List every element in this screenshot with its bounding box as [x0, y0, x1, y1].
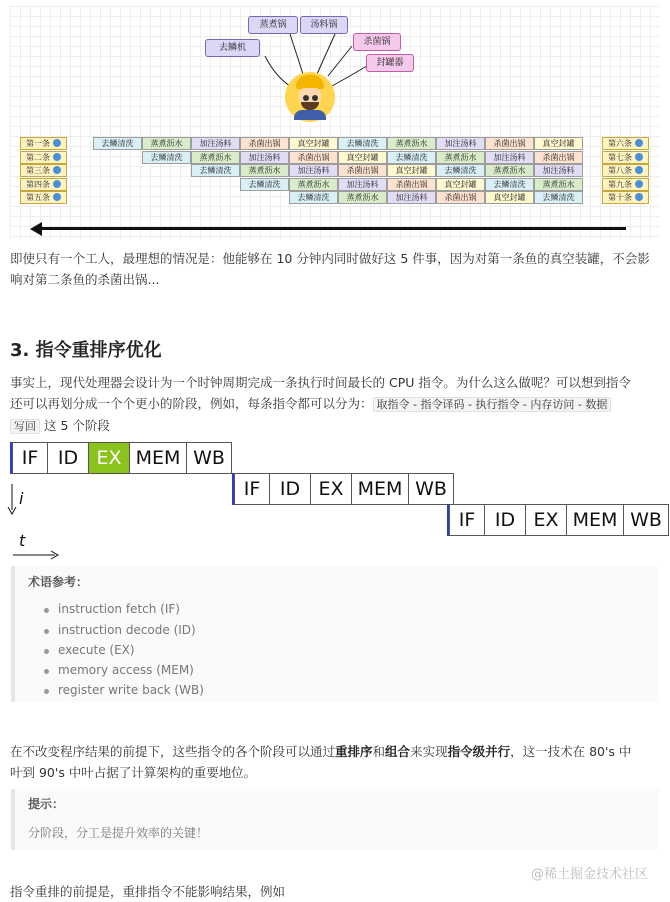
- axis-label-t: t: [19, 531, 26, 550]
- time-arrow-line: [38, 227, 626, 230]
- stage-code: 取指令 - 指令译码 - 执行指令 - 内存访问 - 数据: [373, 397, 612, 412]
- schedule-cell: 加注汤料: [289, 164, 338, 177]
- stage-id: ID: [484, 504, 526, 536]
- schedule-cell: 杀菌出锅: [534, 151, 583, 164]
- fish-icon: [53, 180, 61, 188]
- schedule-cell: 去鳞清洗: [534, 191, 583, 204]
- term-item: instruction fetch (IF): [58, 602, 180, 616]
- fish-label-right: 第六条: [602, 137, 649, 150]
- schedule-cell: 真空封罐: [289, 137, 338, 150]
- pipeline-intro-line2: 还可以再划分成一个个更小的阶段，例如，每条指令都可以分为： 取指令 - 指令译码 - 执行指令 - 内存访问 - 数据: [10, 393, 658, 415]
- fish-label-left: 第五条: [20, 191, 67, 204]
- stage-ex: EX: [525, 504, 567, 536]
- schedule-cell: 蒸煮沥水: [436, 151, 485, 164]
- stage-if: IF: [234, 473, 270, 505]
- schedule-cell: 去鳞清洗: [142, 151, 191, 164]
- stage-mem: MEM: [566, 504, 624, 536]
- paragraph-ideal-worker: 即使只有一个工人，最理想的情况是：他能够在 10 分钟内同时做好这 5 件事，因为对第一条鱼的真空装罐，不会影响对第二条鱼的杀菌出锅...: [10, 251, 650, 287]
- fish-icon: [635, 180, 643, 188]
- schedule-cell: 杀菌出锅: [387, 178, 436, 191]
- stage-ex: EX: [88, 442, 130, 474]
- schedule-cell: 真空封罐: [485, 191, 534, 204]
- schedule-cell: 杀菌出锅: [289, 151, 338, 164]
- schedule-cell: 加注汤料: [191, 137, 240, 150]
- stage-mem: MEM: [351, 473, 409, 505]
- stage-wb: WB: [186, 442, 232, 474]
- task-scaler: 去鳞机: [205, 39, 260, 57]
- fish-icon: [53, 153, 61, 161]
- fish-label-right: 第九条: [602, 178, 649, 191]
- fish-icon: [53, 166, 61, 174]
- time-arrow-head: [30, 222, 42, 236]
- schedule-cell: 蒸煮沥水: [387, 137, 436, 150]
- schedule-cell: 去鳞清洗: [387, 151, 436, 164]
- fish-label-left: 第四条: [20, 178, 67, 191]
- schedule-cell: 蒸煮沥水: [338, 191, 387, 204]
- pipeline-intro-line3: 写回 这 5 个阶段: [10, 415, 658, 437]
- schedule-cell: 杀菌出锅: [338, 164, 387, 177]
- section-heading: 3. 指令重排序优化: [10, 340, 162, 361]
- term-item: execute (EX): [58, 643, 135, 657]
- stage-ex: EX: [310, 473, 352, 505]
- schedule-cell: 去鳞清洗: [240, 178, 289, 191]
- fish-icon: [635, 166, 643, 174]
- schedule-cell: 去鳞清洗: [93, 137, 142, 150]
- schedule-cell: 加注汤料: [387, 191, 436, 204]
- fish-label-right: 第十条: [602, 191, 649, 204]
- schedule-cell: 去鳞清洗: [338, 137, 387, 150]
- schedule-cell: 加注汤料: [485, 151, 534, 164]
- stage-code-cont: 写回: [10, 419, 40, 434]
- task-sealer: 封罐器: [366, 54, 414, 72]
- stage-mem: MEM: [129, 442, 187, 474]
- schedule-cell: 杀菌出锅: [240, 137, 289, 150]
- fish-icon: [53, 193, 61, 201]
- axis-arrows: [5, 480, 65, 560]
- paragraph-reorder-premise: 指令重排的前提是，重排指令不能影响结果，例如: [10, 884, 286, 899]
- stage-wb: WB: [408, 473, 454, 505]
- schedule-cell: 真空封罐: [387, 164, 436, 177]
- task-sterilizer: 杀菌锅: [353, 33, 401, 51]
- schedule-cell: 加注汤料: [240, 151, 289, 164]
- fish-label-left: 第一条: [20, 137, 67, 150]
- schedule-cell: 蒸煮沥水: [191, 151, 240, 164]
- schedule-cell: 加注汤料: [338, 178, 387, 191]
- task-soup-pot: 汤料锅: [300, 16, 348, 34]
- term-item: register write back (WB): [58, 683, 204, 697]
- ilp-line1: 在不改变程序结果的前提下，这些指令的各个阶段可以通过重排序和组合来实现指令级并行，这一技术在 80's 中: [10, 744, 632, 759]
- tip-text: 分阶段，分工是提升效率的关键！: [28, 826, 209, 840]
- stage-if: IF: [12, 442, 48, 474]
- term-item: memory access (MEM): [58, 663, 194, 677]
- paragraph-ilp: [10, 741, 658, 783]
- stage-id: ID: [47, 442, 89, 474]
- schedule-cell: 去鳞清洗: [191, 164, 240, 177]
- fish-icon: [635, 139, 643, 147]
- fish-label-right: 第八条: [602, 164, 649, 177]
- pipeline-intro-line1: 事实上，现代处理器会设计为一个时钟周期完成一条执行时间最长的 CPU 指令。为什么这么做呢？可以想到指令: [10, 375, 631, 390]
- stage-wb: WB: [623, 504, 669, 536]
- terms-title: 术语参考：: [28, 575, 89, 589]
- schedule-cell: 蒸煮沥水: [142, 137, 191, 150]
- schedule-cell: 蒸煮沥水: [485, 164, 534, 177]
- task-steamer: 蒸煮锅: [248, 16, 298, 34]
- tip-title: 提示：: [28, 797, 65, 811]
- schedule-cell: 蒸煮沥水: [240, 164, 289, 177]
- fish-pipeline-figure: [10, 6, 660, 239]
- paragraph-pipeline-intro: [10, 372, 658, 437]
- schedule-cell: 蒸煮沥水: [534, 178, 583, 191]
- schedule-cell: 杀菌出锅: [485, 137, 534, 150]
- schedule-cell: 真空封罐: [436, 178, 485, 191]
- schedule-cell: 去鳞清洗: [289, 191, 338, 204]
- schedule-cell: 真空封罐: [338, 151, 387, 164]
- fish-label-right: 第七条: [602, 151, 649, 164]
- schedule-cell: 加注汤料: [436, 137, 485, 150]
- schedule-cell: 去鳞清洗: [485, 178, 534, 191]
- schedule-cell: 蒸煮沥水: [289, 178, 338, 191]
- stage-if: IF: [449, 504, 485, 536]
- schedule-cell: 杀菌出锅: [436, 191, 485, 204]
- axis-label-i: i: [19, 489, 24, 508]
- fish-label-left: 第三条: [20, 164, 67, 177]
- fish-icon: [635, 193, 643, 201]
- schedule-cell: 真空封罐: [534, 137, 583, 150]
- ilp-line2: 叶到 90's 中叶占据了计算架构的重要地位。: [10, 765, 257, 780]
- fish-icon: [53, 139, 61, 147]
- fish-icon: [635, 153, 643, 161]
- schedule-cell: 加注汤料: [534, 164, 583, 177]
- stage-id: ID: [269, 473, 311, 505]
- schedule-cell: 去鳞清洗: [436, 164, 485, 177]
- fish-label-left: 第二条: [20, 151, 67, 164]
- task-connector-lines: [10, 6, 660, 239]
- term-item: instruction decode (ID): [58, 623, 196, 637]
- watermark: @稀土掘金技术社区: [530, 867, 648, 882]
